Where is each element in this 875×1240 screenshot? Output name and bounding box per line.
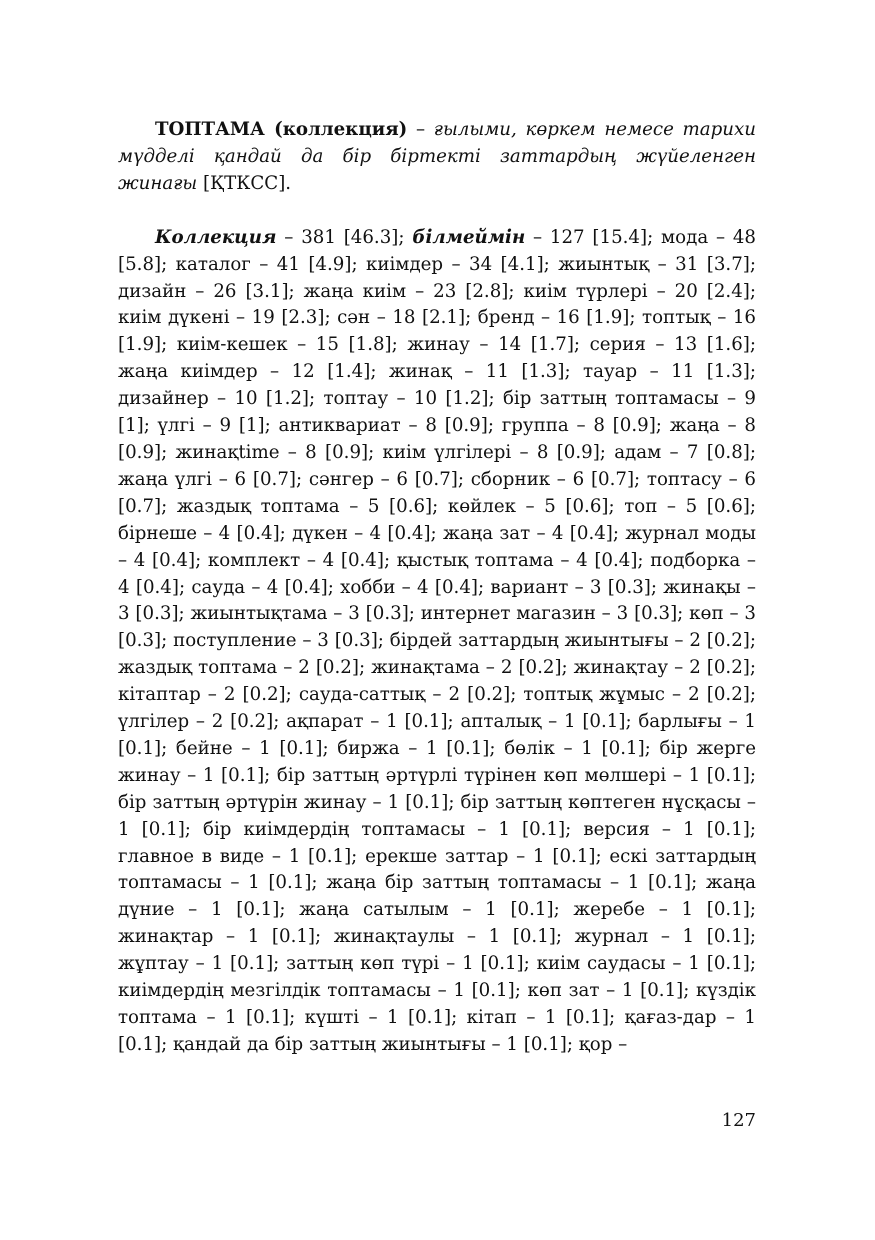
lead-term: Коллекция: [155, 226, 277, 248]
entry-definition: ғылыми, көркем немесе тарихи мүдделі қандай да бір біртекті заттардың жүйеленген жинағы: [118, 119, 756, 194]
page-body: [118, 117, 756, 1059]
page-number: 127: [721, 1110, 756, 1131]
entry-dash: –: [407, 119, 434, 140]
dontknow-term: білмеймін: [412, 226, 526, 248]
entry-term: ТОПТАМА (коллекция): [155, 119, 408, 140]
responses-text: – 127 [15.4]; мода – 48 [5.8]; каталог – 41 [4.9]; киімдер – 34 [4.1]; жиынтық – 31 [3.7]; дизайн – 26 [3.1]; жаңа киім – 23 [2.8]; киім түрлері – 20 [2.4]; киім дүкені – 19 [2.3]; сән – 18 [2.1]; бренд – 16 [1.9]; топтық – 16 [1.9]; киім-кешек – 15 [1.8]; жинау – 14 [1.7]; серия – 13 [1.6]; жаңа киімдер – 12 [1.4]; жинақ – 11 [1.3]; тауар – 11 [1.3]; дизайнер – 10 [1.2]; топтау – 10 [1.2]; бір заттың топтамасы – 9 [1]; үлгі – 9 [1]; антиквариат – 8 [0.9]; группа – 8 [0.9]; жаңа – 8 [0.9]; жинақtime – 8 [0.9]; киім үлгілері – 8 [0.9]; адам – 7 [0.8]; жаңа үлгі – 6 [0.7]; сәнгер – 6 [0.7]; сборник – 6 [0.7]; топтасу – 6 [0.7]; жаздық топтама – 5 [0.6]; көйлек – 5 [0.6]; топ – 5 [0.6]; бірнеше – 4 [0.4]; дүкен – 4 [0.4]; жаңа зат – 4 [0.4]; журнал моды – 4 [0.4]; комплект – 4 [0.4]; қыстық топтама – 4 [0.4]; подборка – 4 [0.4]; сауда – 4 [0.4]; хобби – 4 [0.4]; вариант – 3 [0.3]; жинақы – 3 [0.3]; жиынтықтама – 3 [0.3]; интернет магазин – 3 [0.3]; көп – 3 [0.3]; поступление – 3 [0.3]; бірдей заттардың жиынтығы – 2 [0.2]; жаздық топтама – 2 [0.2]; жинақтама – 2 [0.2]; жинақтау – 2 [0.2]; кітаптар – 2 [0.2]; сауда-саттық – 2 [0.2]; топтық жұмыс – 2 [0.2]; үлгілер – 2 [0.2]; ақпарат – 1 [0.1]; апталық – 1 [0.1]; барлығы – 1 [0.1]; бейне – 1 [0.1]; биржа – 1 [0.1]; бөлік – 1 [0.1]; бір жерге жинау – 1 [0.1]; бір заттың әртүрлі түрінен көп мөлшері – 1 [0.1]; бір заттың әртүрін жинау – 1 [0.1]; бір заттың көптеген нұсқасы – 1 [0.1]; бір киімдердің топтамасы – 1 [0.1]; версия – 1 [0.1]; главное в виде – 1 [0.1]; ерекше заттар – 1 [0.1]; ескі заттардың топтамасы – 1 [0.1]; жаңа бір заттың топтамасы – 1 [0.1]; жаңа дүние – 1 [0.1]; жаңа сатылым – 1 [0.1]; жеребе – 1 [0.1]; жинақтар – 1 [0.1]; жинақтаулы – 1 [0.1]; журнал – 1 [0.1]; жұптау – 1 [0.1]; заттың көп түрі – 1 [0.1]; киім саудасы – 1 [0.1]; киімдердің мезгілдік топтамасы – 1 [0.1]; көп зат – 1 [0.1]; күздік топтама – 1 [0.1]; күшті – 1 [0.1]; кітап – 1 [0.1]; қағаз-дар – 1 [0.1]; қандай да бір заттың жиынтығы – 1 [0.1]; қор –: [118, 226, 756, 1055]
entry-source: [ҚТКСС].: [197, 172, 292, 194]
lead-value: – 381 [46.3];: [276, 226, 413, 248]
responses-paragraph: [118, 225, 756, 1059]
dictionary-entry: [118, 117, 756, 198]
